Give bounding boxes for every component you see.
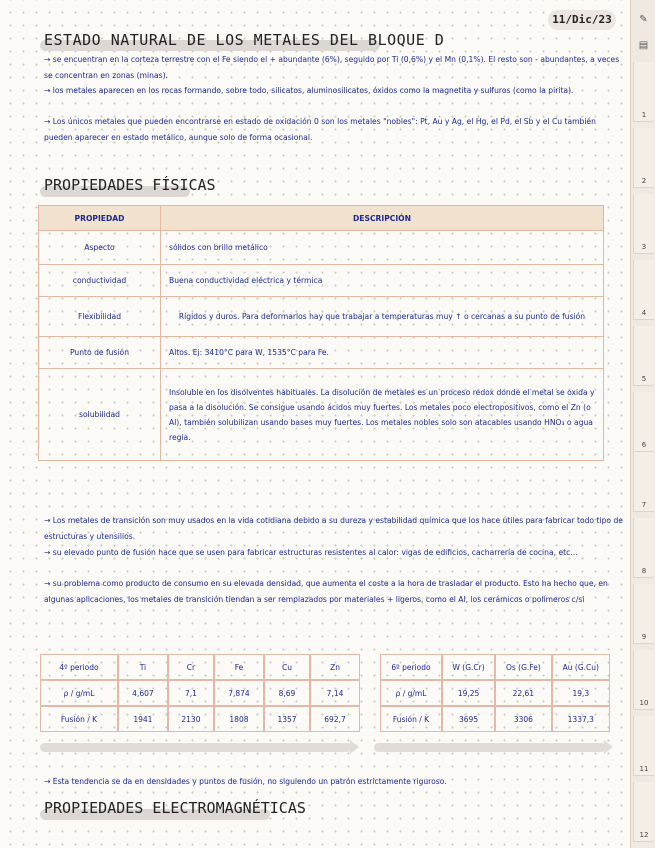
table-cell: Cr [168, 654, 214, 680]
header-description: DESCRIPCIÓN [161, 206, 604, 231]
property-key: Punto de fusión [39, 337, 161, 369]
table-cell: 1941 [118, 706, 168, 732]
intro-paragraph-3: → Los únicos metales que pueden encontrarse en estado de oxidación 0 son los metales "nobles": Pt, Au y Ag, el Hg, el Pd, el Sb y el Cu también pueden aparecer en estado metálico, aunque solo de forma ocasional. [44, 117, 596, 142]
date-badge: 11/Dic/23 [548, 10, 616, 30]
notebook-icon[interactable]: ▤ [638, 40, 649, 51]
table-cell: 19,25 [442, 680, 495, 706]
property-value: Insoluble en los disolventes habituales. La disolución de metales es un proceso redox donde el metal se oxida y pasa a la disolución. Se consigue usando ácidos muy fuertes. Los metales poco electropositivos, como el Zn (o Al), también solubilizan usando bases muy fuertes. Los metales nobles solo son atacables usando HNO₃ o agua regia. [161, 369, 604, 461]
table-row [39, 337, 604, 369]
property-key: solubilidad [39, 369, 161, 461]
table-cell: 6º periodo [380, 654, 442, 680]
property-value: Rígidos y duros. Para deformarlos hay que trabajar a temperaturas muy ↑ o cercanas a su punto de fusión [161, 297, 604, 337]
property-key: conductividad [39, 265, 161, 297]
period-4-table [40, 654, 360, 732]
property-value: Buena conductividad eléctrica y térmica [161, 265, 604, 297]
tab-8[interactable]: 8 [633, 518, 654, 578]
table-cell: 7,1 [168, 680, 214, 706]
table-cell: Fusión / K [380, 706, 442, 732]
tab-2[interactable]: 2 [633, 128, 654, 188]
table-cell: Fe [214, 654, 264, 680]
table-row [39, 297, 604, 337]
table-cell: Fusión / K [40, 706, 118, 732]
table-row [39, 231, 604, 265]
table-cell: 19,3 [552, 680, 610, 706]
table-cell: 1357 [264, 706, 310, 732]
notebook-tab-strip [630, 0, 655, 848]
table-cell: Zn [310, 654, 360, 680]
tab-5[interactable]: 5 [633, 326, 654, 386]
tab-3[interactable]: 3 [633, 194, 654, 254]
intro-paragraph-2: → los metales aparecen en los rocas formando, sobre todo, silicatos, aluminosilicatos, óxidos como la magnetita y sulfuros (como la pirita). [44, 86, 574, 95]
properties-table [38, 205, 604, 461]
table-cell: ρ / g/mL [380, 680, 442, 706]
page-title: ESTADO NATURAL DE LOS METALES DEL BLOQUE D [44, 31, 445, 49]
table-row [380, 706, 610, 732]
tab-4[interactable]: 4 [633, 260, 654, 320]
tab-9[interactable]: 9 [633, 584, 654, 644]
table-row [39, 369, 604, 461]
table-cell: 3695 [442, 706, 495, 732]
tab-10[interactable]: 10 [633, 650, 654, 710]
header-property: PROPIEDAD [39, 206, 161, 231]
trend-note: → Esta tendencia se da en densidades y puntos de fusión, no siguiendo un patrón estrictamente riguroso. [44, 777, 447, 786]
table-cell: 2130 [168, 706, 214, 732]
table-cell: 4º periodo [40, 654, 118, 680]
trend-arrow-right [374, 743, 606, 752]
physical-properties-title: PROPIEDADES FÍSICAS [44, 176, 216, 194]
table-cell: W (G.Cr) [442, 654, 495, 680]
table-cell: 7,874 [214, 680, 264, 706]
table-cell: 22,61 [495, 680, 551, 706]
table-cell: 692,7 [310, 706, 360, 732]
period-6-table [380, 654, 610, 732]
table-row [380, 680, 610, 706]
tab-6[interactable]: 6 [633, 392, 654, 452]
pen-icon[interactable]: ✎ [639, 14, 648, 25]
properties-table-header [39, 206, 604, 231]
table-cell: 4,607 [118, 680, 168, 706]
trend-arrow-left [40, 743, 352, 752]
tab-7[interactable]: 7 [633, 452, 654, 512]
tab-12[interactable]: 12 [633, 782, 654, 842]
table-cell: 7,14 [310, 680, 360, 706]
usage-paragraph-1: → Los metales de transición son muy usados en la vida cotidiana debido a su dureza y estabilidad química que los hace útiles para fabricar todo tipo de estructuras y utensilios. [44, 516, 623, 541]
table-row [380, 654, 610, 680]
intro-paragraph-1: → se encuentran en la corteza terrestre con el Fe siendo el + abundante (6%), seguido por Ti (0,6%) y el Mn (0,1%). El resto son - abundantes, a veces se concentran en zonas (minas). [44, 55, 620, 80]
table-row [40, 680, 360, 706]
property-key: Flexibilidad [39, 297, 161, 337]
table-cell: 8,69 [264, 680, 310, 706]
table-row [40, 706, 360, 732]
table-cell: Ti [118, 654, 168, 680]
property-value: Altos. Ej: 3410°C para W, 1535°C para Fe. [161, 337, 604, 369]
property-value: sólidos con brillo metálico [161, 231, 604, 265]
table-row [39, 265, 604, 297]
table-cell: 1808 [214, 706, 264, 732]
usage-paragraph-3: → su problema como producto de consumo en su elevada densidad, que aumenta el coste a la hora de trasladar el producto. Esto ha hecho que, en algunas aplicaciones, los metales de transición tiendan a ser remplazados por materiales + ligeros, como el Al, los cerámicos o polímeros c/si [44, 579, 608, 604]
table-cell: ρ / g/mL [40, 680, 118, 706]
table-row [40, 654, 360, 680]
tab-1[interactable]: 1 [633, 62, 654, 122]
tab-11[interactable]: 11 [633, 716, 654, 776]
table-cell: 3306 [495, 706, 551, 732]
table-cell: Cu [264, 654, 310, 680]
table-cell: 1337,3 [552, 706, 610, 732]
usage-paragraph-2: → su elevado punto de fusión hace que se usen para fabricar estructuras resistentes al calor: vigas de edificios, cacharrería de cocina, etc... [44, 548, 578, 557]
property-key: Aspecto [39, 231, 161, 265]
electromagnetic-properties-title: PROPIEDADES ELECTROMAGNÉTICAS [44, 799, 306, 817]
table-cell: Au (G.Cu) [552, 654, 610, 680]
table-cell: Os (G.Fe) [495, 654, 551, 680]
